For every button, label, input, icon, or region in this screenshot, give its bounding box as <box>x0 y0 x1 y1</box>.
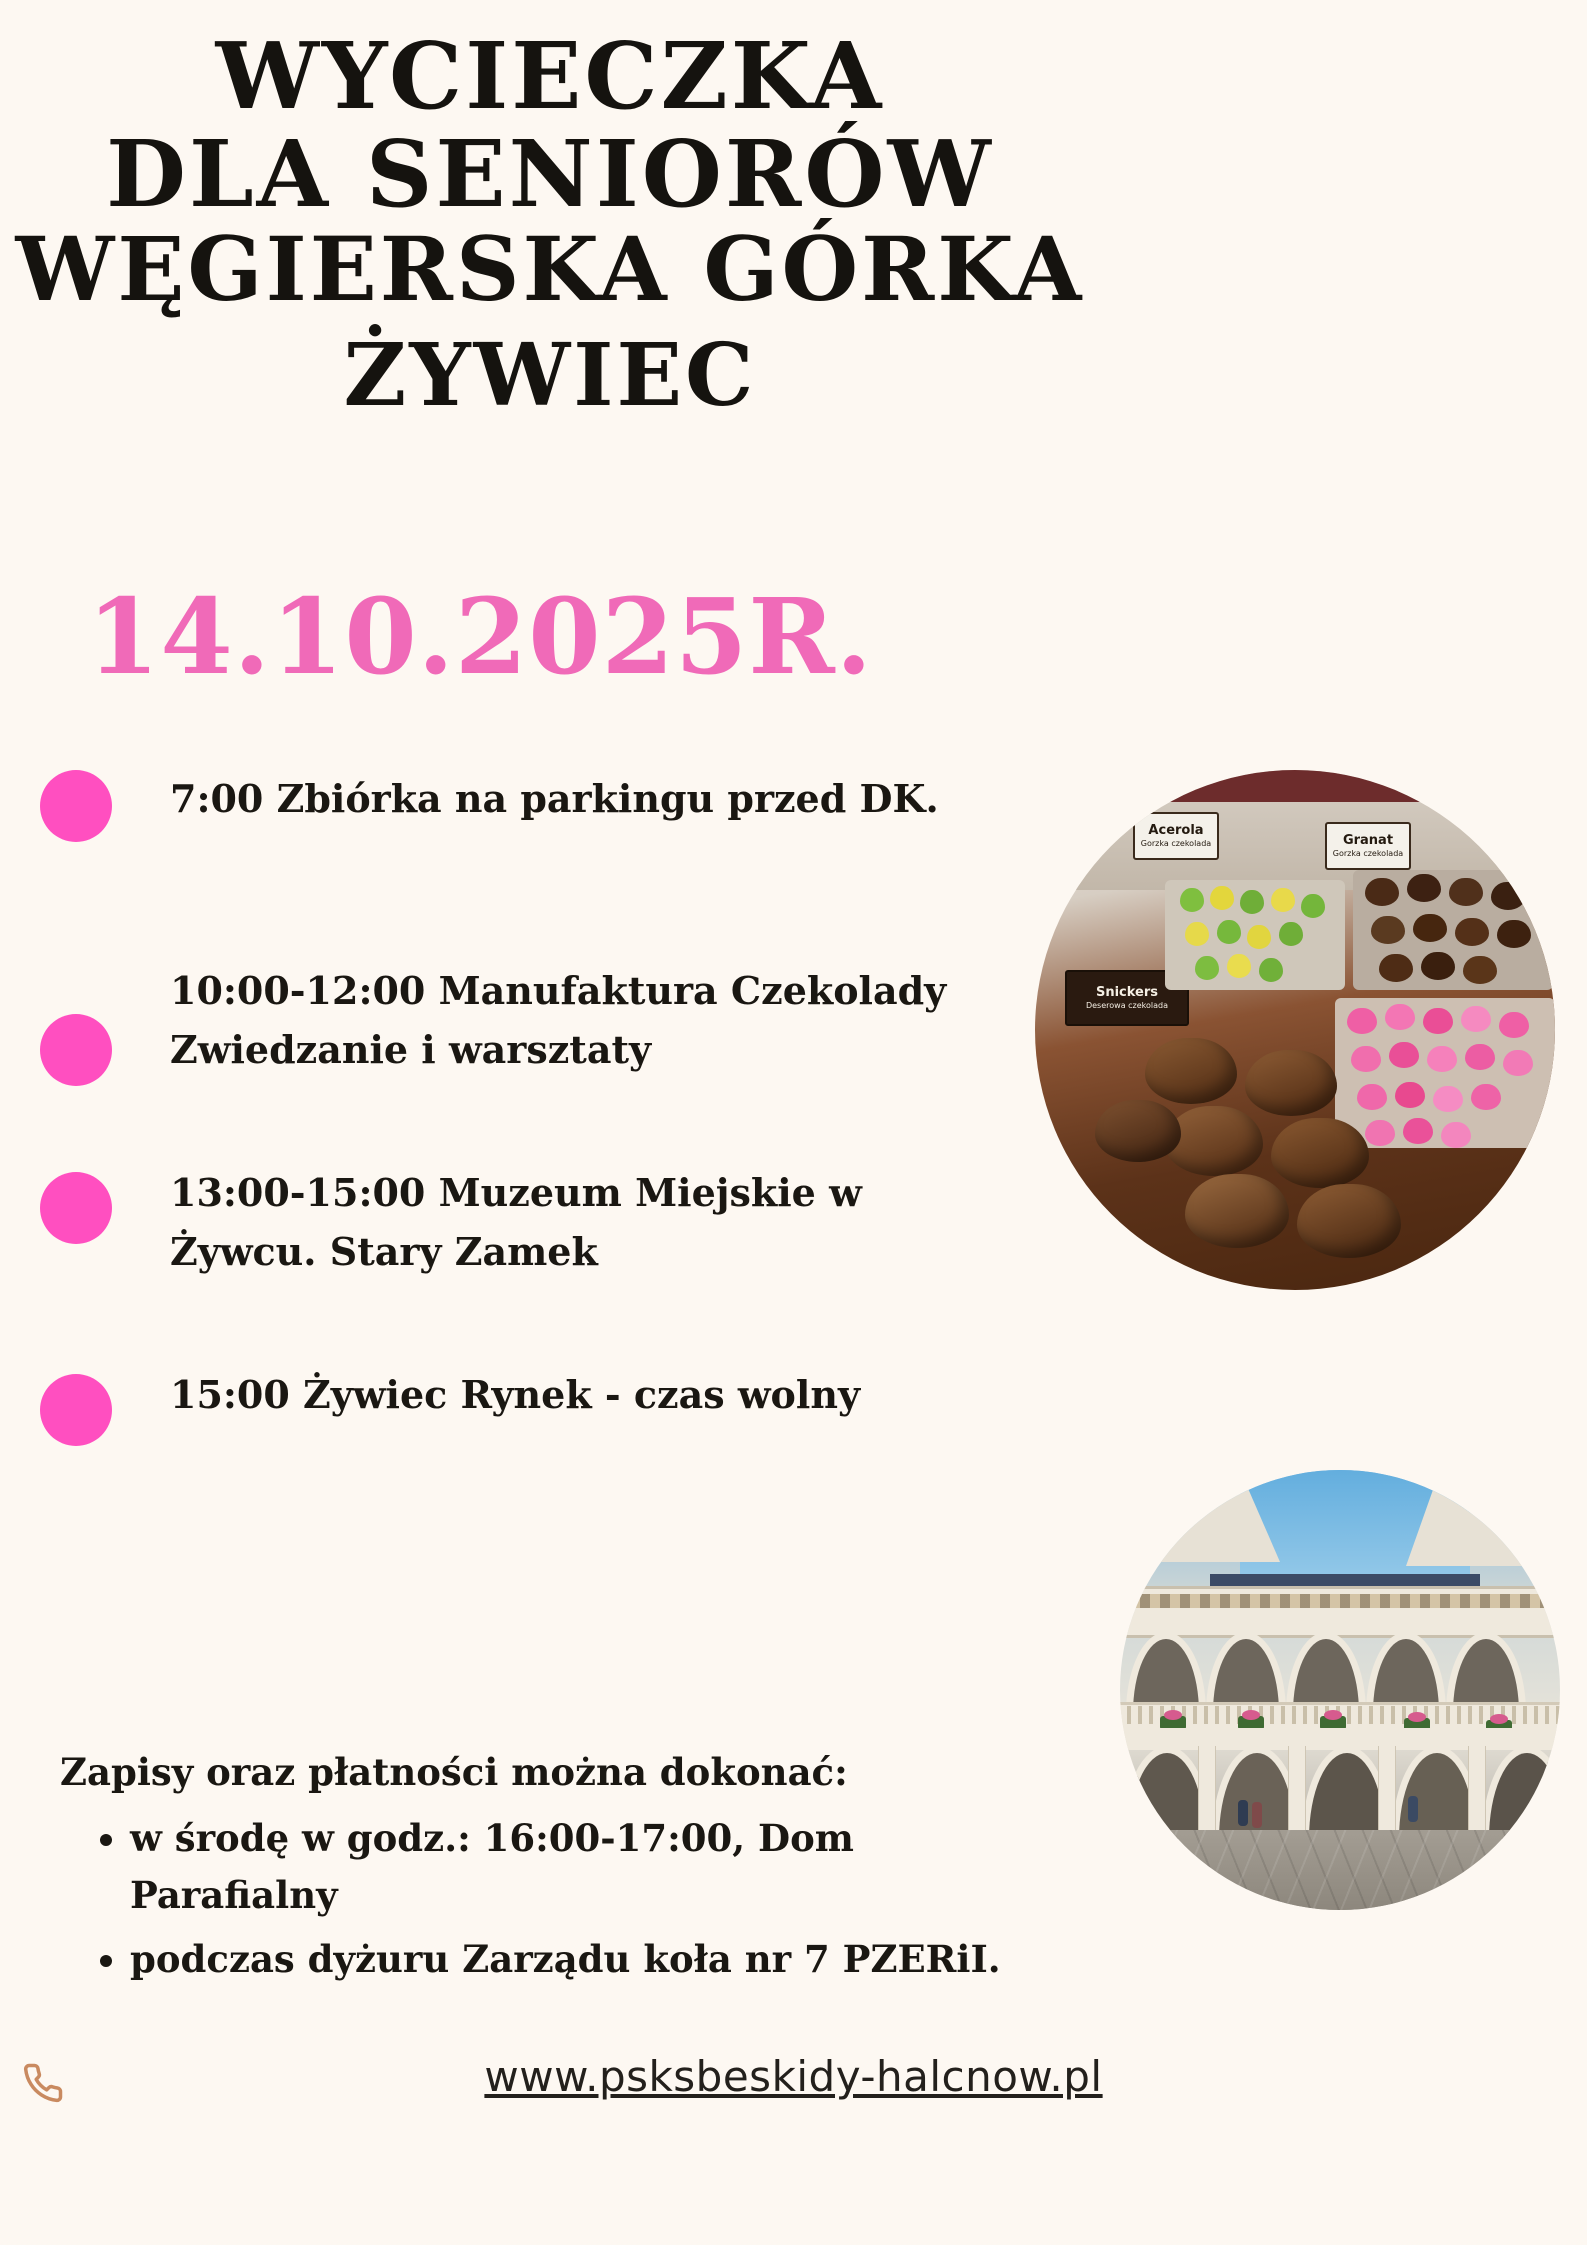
title-line-4: ŻYWIEC <box>343 325 757 427</box>
bullet-dot-icon <box>40 1172 112 1244</box>
photo-person <box>1408 1796 1418 1822</box>
castle-courtyard-photo <box>1120 1470 1560 1910</box>
schedule-list <box>0 770 1010 1542</box>
bullet-dot-icon <box>40 1374 112 1446</box>
photo-sign-title: Acerola <box>1148 822 1204 838</box>
photo-sign-subtitle: Deserowa czekolada <box>1085 1000 1169 1010</box>
title-line-3: WĘGIERSKA GÓRKA <box>15 217 1085 322</box>
bullet-dot-icon <box>40 770 112 842</box>
schedule-item <box>0 770 1010 866</box>
title-line-1: WYCIECZKA <box>215 22 885 130</box>
photo-sign-subtitle: Gorzka czekolada <box>1140 838 1212 848</box>
event-date: 14.10.2025R. <box>87 575 873 698</box>
photo-person <box>1252 1802 1262 1828</box>
chocolate-shop-photo <box>1035 770 1555 1290</box>
schedule-item <box>0 962 1010 1080</box>
schedule-item <box>0 1366 1010 1462</box>
photo-sign-title: Snickers <box>1095 984 1159 1000</box>
schedule-item <box>0 1164 1010 1282</box>
photo-sign-title: Granat <box>1342 832 1394 848</box>
title-line-2: DLA SENIORÓW <box>106 119 994 228</box>
schedule-item-text: 15:00 Żywiec Rynek - czas wolny <box>170 1371 861 1417</box>
photo-sign-subtitle: Gorzka czekolada <box>1332 848 1404 858</box>
photo-sign-acerola <box>1133 812 1219 860</box>
signup-block <box>60 1750 1060 1994</box>
signup-option: • podczas dyżuru Zarządu koła nr 7 PZERiI. <box>130 1931 1060 1988</box>
signup-option: • w środę w godz.: 16:00-17:00, Dom Parafialny <box>130 1810 1060 1925</box>
schedule-item-text: 13:00-15:00 Muzeum Miejskie w Żywcu. Stary Zamek <box>170 1169 862 1274</box>
schedule-item-text: 10:00-12:00 Manufaktura Czekolady Zwiedzanie i warsztaty <box>170 968 947 1072</box>
website-link[interactable]: www.psksbeskidy-halcnow.pl <box>484 2052 1103 2101</box>
signup-options <box>60 1810 1060 1988</box>
photo-ceiling-band <box>1035 770 1555 802</box>
photo-person <box>1238 1800 1248 1826</box>
signup-heading: Zapisy oraz płatności można dokonać: <box>60 1750 848 1794</box>
photo-sign-granat <box>1325 822 1411 870</box>
schedule-item-text: 7:00 Zbiórka na parkingu przed DK. <box>170 776 939 821</box>
bullet-dot-icon <box>40 1014 112 1086</box>
poster-title <box>0 22 1100 427</box>
